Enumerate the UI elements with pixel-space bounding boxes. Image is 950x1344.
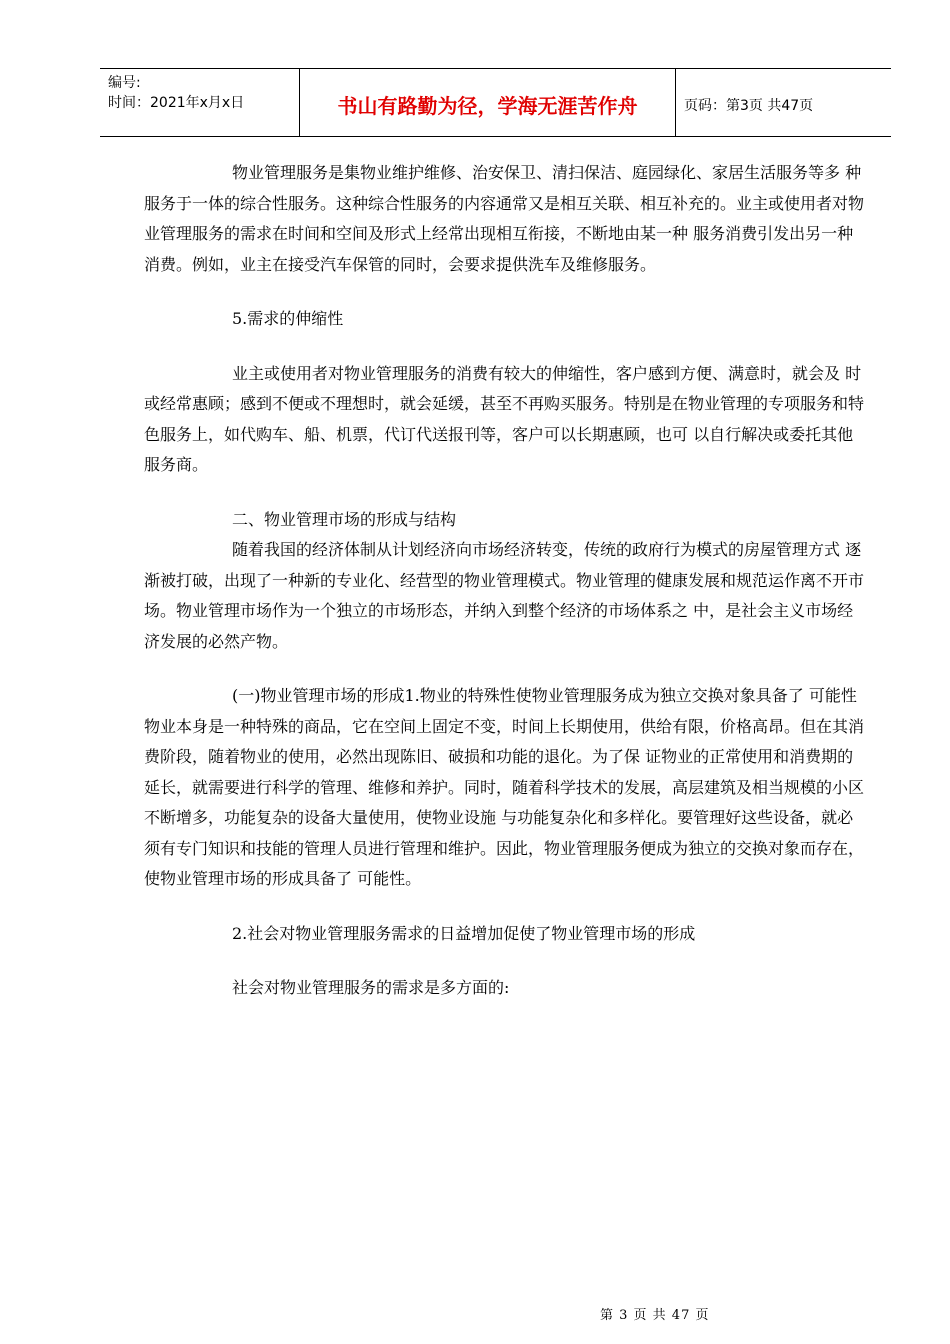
paragraph: 物业管理服务是集物业维护维修、治安保卫、清扫保洁、庭园绿化、家居生活服务等多 种服务于一体的综合性服务。这种综合性服务的内容通常又是相互关联、相互补充的。业主或使用者对物业管理服务的需求在时间和空间及形式上经常出现相互衔接，不断地由某一种 服务消费引发出另一种消费。例如，业主在接受汽车保管的同时，会要求提供洗车及维修服务。 [144,163,865,274]
code-label: 编号: [108,75,141,91]
paragraph: 随着我国的经济体制从计划经济向市场经济转变，传统的政府行为模式的房屋管理方式 逐渐被打破，出现了一种新的专业化、经营型的物业管理模式。物业管理的健康发展和规范运作离不开市场。物业管理市场作为一个独立的市场形态，并纳入到整个经济的市场体系之 中，是社会主义市场经济发展的必然产物。 [144,540,865,651]
page-footer: 第 3 页 共 47 页 [600,1308,710,1323]
section-heading: 5.需求的伸缩性 [232,309,344,328]
header-meta [100,69,300,136]
page-header [100,68,891,137]
header-motto: 书山有路勤为径，学海无涯苦作舟 [300,69,676,136]
paragraph: 社会对物业管理服务的需求是多方面的: [232,978,510,997]
paragraph: 业主或使用者对物业管理服务的消费有较大的伸缩性，客户感到方便、满意时，就会及 时或经常惠顾；感到不便或不理想时，就会延缓，甚至不再购买服务。特别是在物业管理的专项服务和特色服务上，如代购车、船、机票，代订代送报刊等，客户可以长期惠顾，也可 以自行解决或委托其他服务商。 [144,363,865,474]
document-body [144,158,864,1004]
paragraph: (一)物业管理市场的形成1.物业的特殊性使物业管理服务成为独立交换对象具备了 可能性物业本身是一种特殊的商品，它在空间上固定不变，时间上长期使用，供给有限，价格高昂。但在其消费阶段，随着物业的使用，必然出现陈旧、破损和功能的退化。为了保 证物业的正常使用和消费期的延长，就需要进行科学的管理、维修和养护。同时，随着科学技术的发展，高层建筑及相当规模的小区不断增多，功能复杂的设备大量使用，使物业设施 与功能复杂化和多样化。要管理好这些设备，就必须有专门知识和技能的管理人员进行管理和维护。因此，物业管理服务便成为独立的交换对象而存在，使物业管理市场的形成具备了 可能性。 [144,686,865,888]
time-label: 时间：2021年x月x日 [108,95,245,111]
header-page-info: 页码：第3页 共47页 [684,97,814,114]
section-heading: 二、物业管理市场的形成与结构 [232,509,457,529]
section-heading: 2.社会对物业管理服务需求的日益增加促使了物业管理市场的形成 [232,923,696,943]
